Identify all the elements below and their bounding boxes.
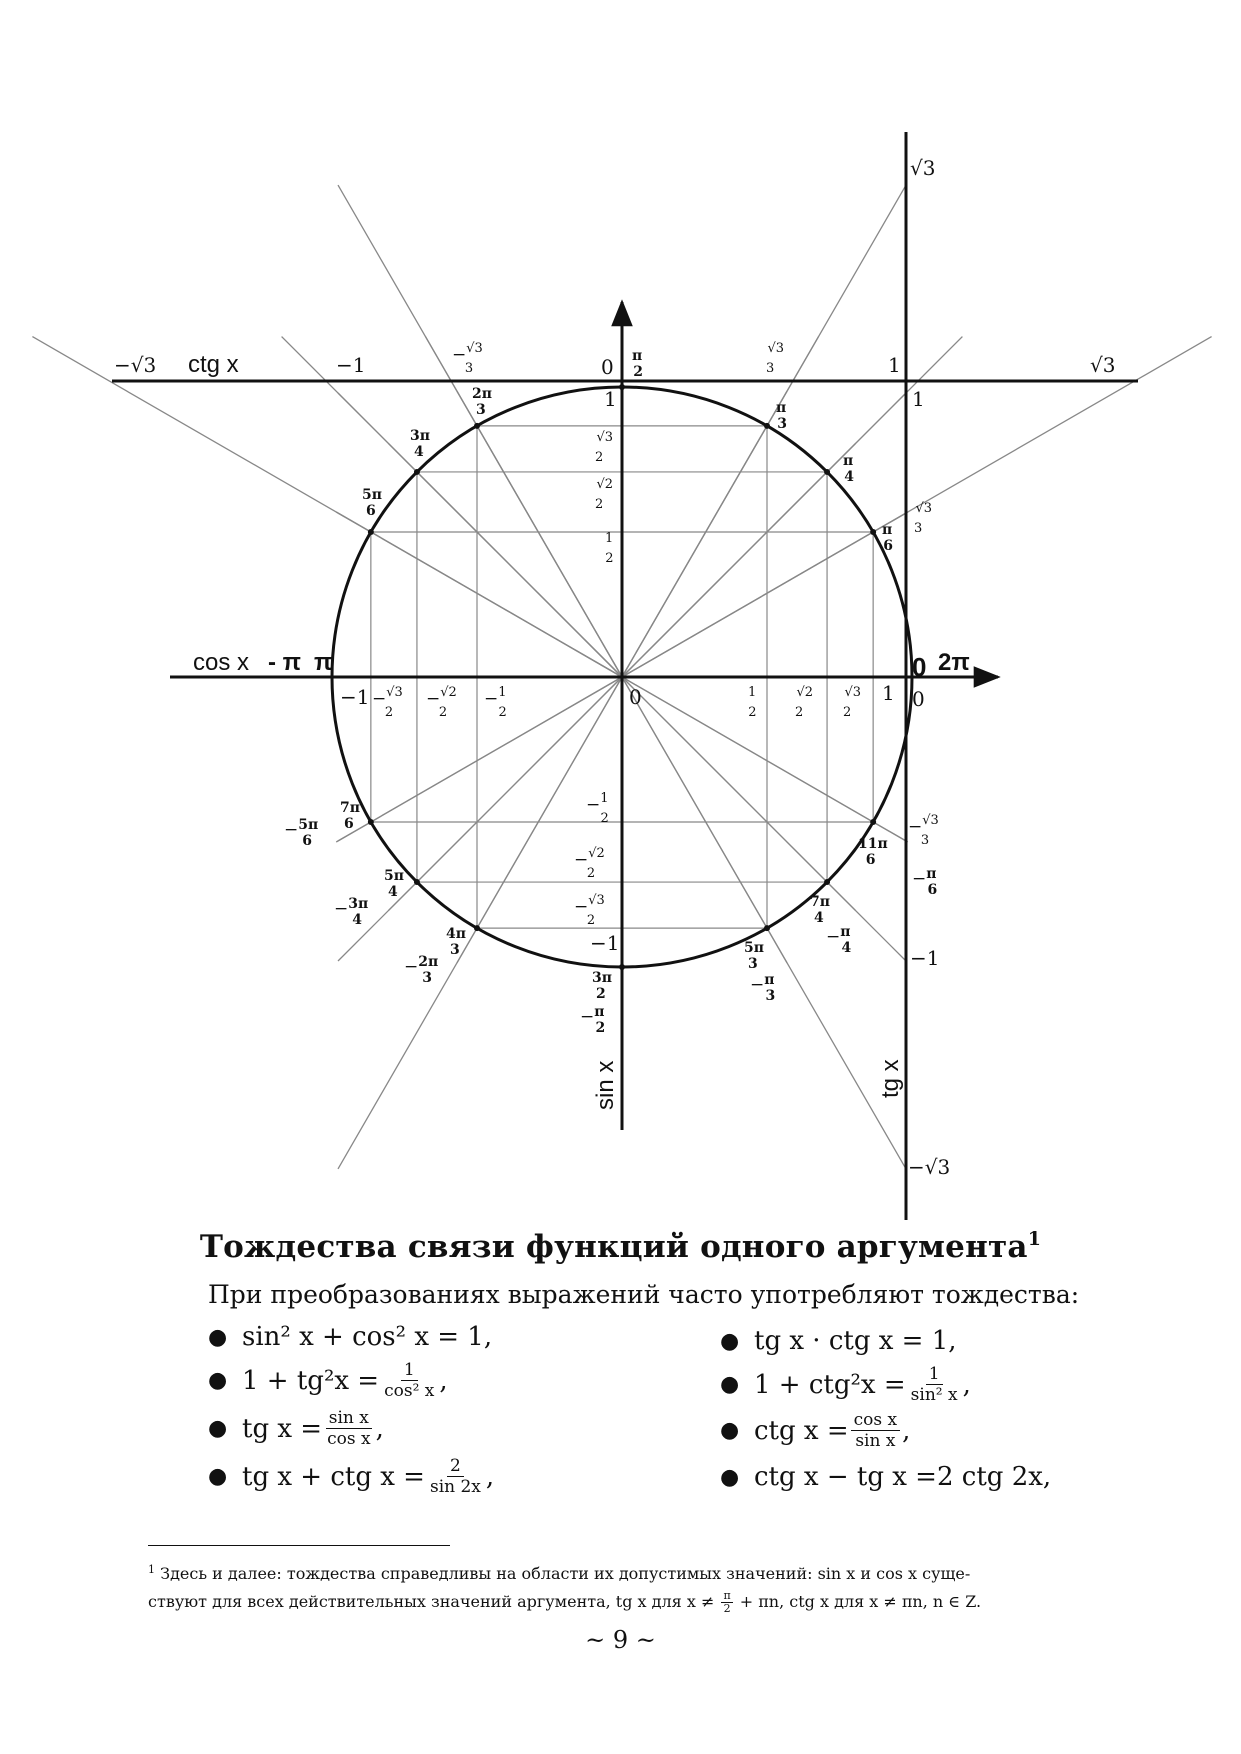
sin-value-minus-sqrt2-2: −$^{√2}$ 2 <box>574 846 605 881</box>
axes <box>112 132 1138 1220</box>
section-heading: Тождества связи функций одного аргумента$^1$ <box>199 1228 1042 1265</box>
formula-2: ● 1 + tg²x = $\frac{1}{\text{cos² x}}$ , <box>208 1360 448 1401</box>
minus-pi-label: - π <box>268 649 302 676</box>
tg-ray-150 <box>622 677 906 841</box>
angle-label-5pi-3: 5π 3 <box>744 940 764 972</box>
bullet-icon: ● <box>720 1418 740 1443</box>
bullet-icon: ● <box>208 1416 228 1441</box>
ctg-value-sqrt3-3: √3 3 <box>766 341 784 376</box>
fraction: $\frac{1}{\text{cos² x}}$ <box>384 1360 435 1401</box>
footnote <box>148 1556 1098 1616</box>
intro-text: При преобразованиях выражений часто употребляют тождества: <box>208 1280 1080 1309</box>
angle-label-pi-4: π 4 <box>843 453 854 485</box>
fraction: $\frac{\text{cos x}}{\text{sin x}}$ <box>851 1410 900 1451</box>
angle-label-11pi-6: 11π 6 <box>858 836 888 868</box>
angle-label-5pi-6: 5π 6 <box>362 487 382 519</box>
bullet-icon: ● <box>208 1464 228 1489</box>
tg-value-minus-sqrt3-3: −$^{√3}$ 3 <box>908 813 939 848</box>
angle-label-7pi-6: 7π 6 <box>340 800 360 832</box>
tg-value-minus-sqrt3: −√3 <box>908 1155 951 1179</box>
circle-point-45 <box>824 469 830 475</box>
cos-value-sqrt2-2: √2 2 <box>795 685 813 720</box>
tg-axis-label: tg x <box>877 1059 904 1098</box>
cos-value-0: 0 <box>629 685 642 709</box>
angle-label-minus-3pi-4: −$^{3\pi}$ 4 <box>334 896 369 928</box>
ctg-value-1: 1 <box>888 353 901 377</box>
fraction: $\frac{\text{sin x}}{\text{cos x}}$ <box>327 1408 371 1449</box>
sin-axis-label: sin x <box>592 1060 619 1110</box>
angle-label-minus-2pi-3: −$^{2\pi}$ 3 <box>404 954 439 986</box>
circle-point-120 <box>474 423 480 429</box>
fraction: $\frac{2}{\sin 2x}$ <box>429 1456 481 1497</box>
formula-1: ● sin² x + cos² x = 1, <box>208 1322 493 1352</box>
angle-label-minus-pi-6: −$^\pi$ 6 <box>912 866 938 898</box>
bullet-icon: ● <box>208 1324 228 1350</box>
cos-value-sqrt3-2: √3 2 <box>843 685 861 720</box>
tg-ray-135 <box>622 677 906 961</box>
ctg-axis-label: ctg x <box>188 351 239 378</box>
sin-value-minus-sqrt3-2: −$^{√3}$ 2 <box>574 893 605 928</box>
ctg-ray-135 <box>282 337 622 677</box>
footnote-line-2: ствуют для всех действительных значений аргумента, tg x для x ≠ $\frac{\pi}{2}$ + πn, ctg x для x ≠ πn, n ∈ Z. <box>148 1589 982 1615</box>
tg-value-sqrt3-3: √3 3 <box>914 501 932 536</box>
heading-footnote-mark: 1 <box>1027 1228 1042 1250</box>
bullet-icon: ● <box>208 1368 228 1393</box>
angle-label-minus-pi-2: −$^\pi$ 2 <box>580 1004 606 1036</box>
angle-label-2pi-3: 2π 3 <box>472 386 492 418</box>
sin-value-1-2: 1 2 <box>605 531 614 566</box>
circle-point-30 <box>870 529 876 535</box>
angle-label-3pi-2: 3π 2 <box>592 970 612 1002</box>
circle-point-210 <box>368 819 374 825</box>
cos-value-minus-sqrt2-2: −$^{√2}$ 2 <box>426 685 457 720</box>
zero-bold-label: 0 <box>912 652 927 682</box>
cos-value-0-right: 0 <box>912 687 925 711</box>
angle-label-7pi-4: 7π 4 <box>810 894 830 926</box>
cos-value-minus-sqrt3-2: −$^{√3}$ 2 <box>372 685 403 720</box>
formula-3: ● tg x = $\frac{\text{sin x}}{\text{cos x}}$ , <box>208 1408 384 1449</box>
angle-label-pi-2: π 2 <box>632 348 643 380</box>
ctg-ray-150 <box>32 337 622 677</box>
sin-value-sqrt3-2: √3 2 <box>595 430 613 465</box>
circle-point-240 <box>474 925 480 931</box>
ctg-value-minus-sqrt3: −√3 <box>114 353 157 377</box>
circle-point-60 <box>764 423 770 429</box>
footnote-line-1: $^1$ Здесь и далее: тождества справедливы на области их допустимых значений: sin x и cos x суще- <box>148 1563 971 1583</box>
sin-value-minus-1: −1 <box>590 931 620 955</box>
fraction: $\frac{1}{\text{sin² x}}$ <box>910 1364 958 1405</box>
circle-point-90 <box>619 384 625 390</box>
footnote-fraction: $\frac{\pi}{2}$ <box>723 1589 731 1615</box>
cos-value-minus-1-2: −$^1$ 2 <box>484 685 507 720</box>
tg-ray-120 <box>622 677 906 1169</box>
tg-ray-neg-45 <box>338 677 622 961</box>
formula-4: ● tg x + ctg x = $\frac{2}{\sin 2x}$ , <box>208 1456 495 1497</box>
footnote-divider <box>148 1545 450 1546</box>
circle-point-330 <box>870 819 876 825</box>
circle-point-135 <box>414 469 420 475</box>
ctg-value-sqrt3: √3 <box>1090 353 1116 377</box>
circle-point-270 <box>619 964 625 970</box>
tg-value-1: 1 <box>912 387 925 411</box>
tg-ray-neg-60 <box>338 677 622 1169</box>
cos-value-1-2: 1 2 <box>748 685 757 720</box>
bullet-icon: ● <box>720 1372 740 1397</box>
angle-label-minus-pi-3: −$^\pi$ 3 <box>750 972 776 1004</box>
bullet-icon: ● <box>720 1328 740 1354</box>
angle-label-pi-6: π 6 <box>882 522 893 554</box>
sin-value-minus-1-2: −$^1$ 2 <box>586 791 609 826</box>
circle-point-300 <box>764 925 770 931</box>
angle-label-minus-5pi-6: −$^{5\pi}$ 6 <box>284 817 319 849</box>
angle-label-3pi-4: 3π 4 <box>410 428 430 460</box>
formula-5: ● tg x · ctg x = 1, <box>720 1326 957 1356</box>
ctg-value-minus-1: −1 <box>336 353 366 377</box>
cos-value-minus-1: −1 <box>340 685 370 709</box>
ctg-value-minus-sqrt3-3: −$^{√3}$ 3 <box>452 341 483 376</box>
circle-point-225 <box>414 879 420 885</box>
circle-point-150 <box>368 529 374 535</box>
formula-8: ● ctg x − tg x =2 ctg 2x, <box>720 1462 1052 1492</box>
formula-6: ● 1 + ctg²x = $\frac{1}{\text{sin² x}}$ , <box>720 1364 971 1405</box>
pi-label: π <box>314 649 333 676</box>
formula-7: ● ctg x = $\frac{\text{cos x}}{\text{sin x}}$ , <box>720 1410 911 1451</box>
tg-value-minus-1: −1 <box>910 946 940 970</box>
tg-value-sqrt3: √3 <box>910 156 936 180</box>
angle-label-minus-pi-4: −$^\pi$ 4 <box>826 924 852 956</box>
sin-value-sqrt2-2: √2 2 <box>595 477 613 512</box>
circle-point-315 <box>824 879 830 885</box>
two-pi-label: 2π <box>938 649 970 676</box>
cos-value-1: 1 <box>882 681 895 705</box>
angle-label-5pi-4: 5π 4 <box>384 868 404 900</box>
sin-value-0-top: 0 <box>601 355 614 379</box>
page-number: ~ 9 ~ <box>585 1626 656 1654</box>
bullet-icon: ● <box>720 1464 740 1490</box>
cos-axis-label: cos x <box>193 649 250 676</box>
sin-value-1: 1 <box>604 387 617 411</box>
angle-label-4pi-3: 4π 3 <box>446 926 466 958</box>
angle-label-pi-3: π 3 <box>776 400 787 432</box>
